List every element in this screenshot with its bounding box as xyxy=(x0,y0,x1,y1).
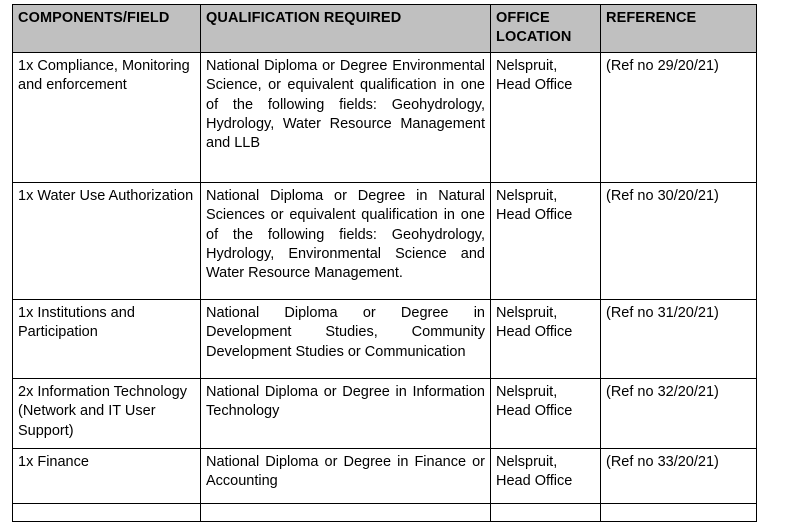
table-header xyxy=(13,5,757,53)
cell-component: 2x Information Technology (Network and IT User Support) xyxy=(13,379,201,449)
cell-qualification: National Diploma or Degree Environmental Science, or equivalent qualification in one of the following fields: Geohydrology, Hydrology, Water Resource Management and LLB xyxy=(201,53,491,183)
cell-reference: (Ref no 33/20/21) xyxy=(601,449,757,504)
cell-qualification: National Diploma or Degree in Natural Sciences or equivalent qualification in one of the following fields: Geohydrology, Hydrology, Environmental Science and Water Resource Management. xyxy=(201,183,491,300)
cell-qualification: National Diploma or Degree in Development Studies, Community Development Studies or Communication xyxy=(201,300,491,379)
cell-component: 1x Finance xyxy=(13,449,201,504)
cell-reference: (Ref no 30/20/21) xyxy=(601,183,757,300)
cell-reference xyxy=(601,504,757,522)
cell-qualification xyxy=(201,504,491,522)
cell-office-location: Nelspruit, Head Office xyxy=(491,300,601,379)
column-header-office-location: OFFICE LOCATION xyxy=(491,5,601,53)
table-body xyxy=(13,53,757,522)
cell-reference: (Ref no 31/20/21) xyxy=(601,300,757,379)
table-row xyxy=(13,379,757,449)
table-row xyxy=(13,449,757,504)
cell-office-location: Nelspruit, Head Office xyxy=(491,183,601,300)
cell-component xyxy=(13,504,201,522)
cell-reference: (Ref no 32/20/21) xyxy=(601,379,757,449)
cell-reference: (Ref no 29/20/21) xyxy=(601,53,757,183)
cell-qualification: National Diploma or Degree in Finance or Accounting xyxy=(201,449,491,504)
table-header-row xyxy=(13,5,757,53)
table-row xyxy=(13,53,757,183)
cell-qualification: National Diploma or Degree in Information Technology xyxy=(201,379,491,449)
vacancy-table xyxy=(12,4,757,522)
column-header-qualification: QUALIFICATION REQUIRED xyxy=(201,5,491,53)
table-row-partial xyxy=(13,504,757,522)
cell-office-location: Nelspruit, Head Office xyxy=(491,379,601,449)
cell-component: 1x Institutions and Participation xyxy=(13,300,201,379)
column-header-reference: REFERENCE xyxy=(601,5,757,53)
cell-office-location: Nelspruit, Head Office xyxy=(491,53,601,183)
cell-office-location xyxy=(491,504,601,522)
cell-component: 1x Compliance, Monitoring and enforcement xyxy=(13,53,201,183)
cell-component: 1x Water Use Authorization xyxy=(13,183,201,300)
table-row xyxy=(13,183,757,300)
column-header-components: COMPONENTS/FIELD xyxy=(13,5,201,53)
table-row xyxy=(13,300,757,379)
cell-office-location: Nelspruit, Head Office xyxy=(491,449,601,504)
